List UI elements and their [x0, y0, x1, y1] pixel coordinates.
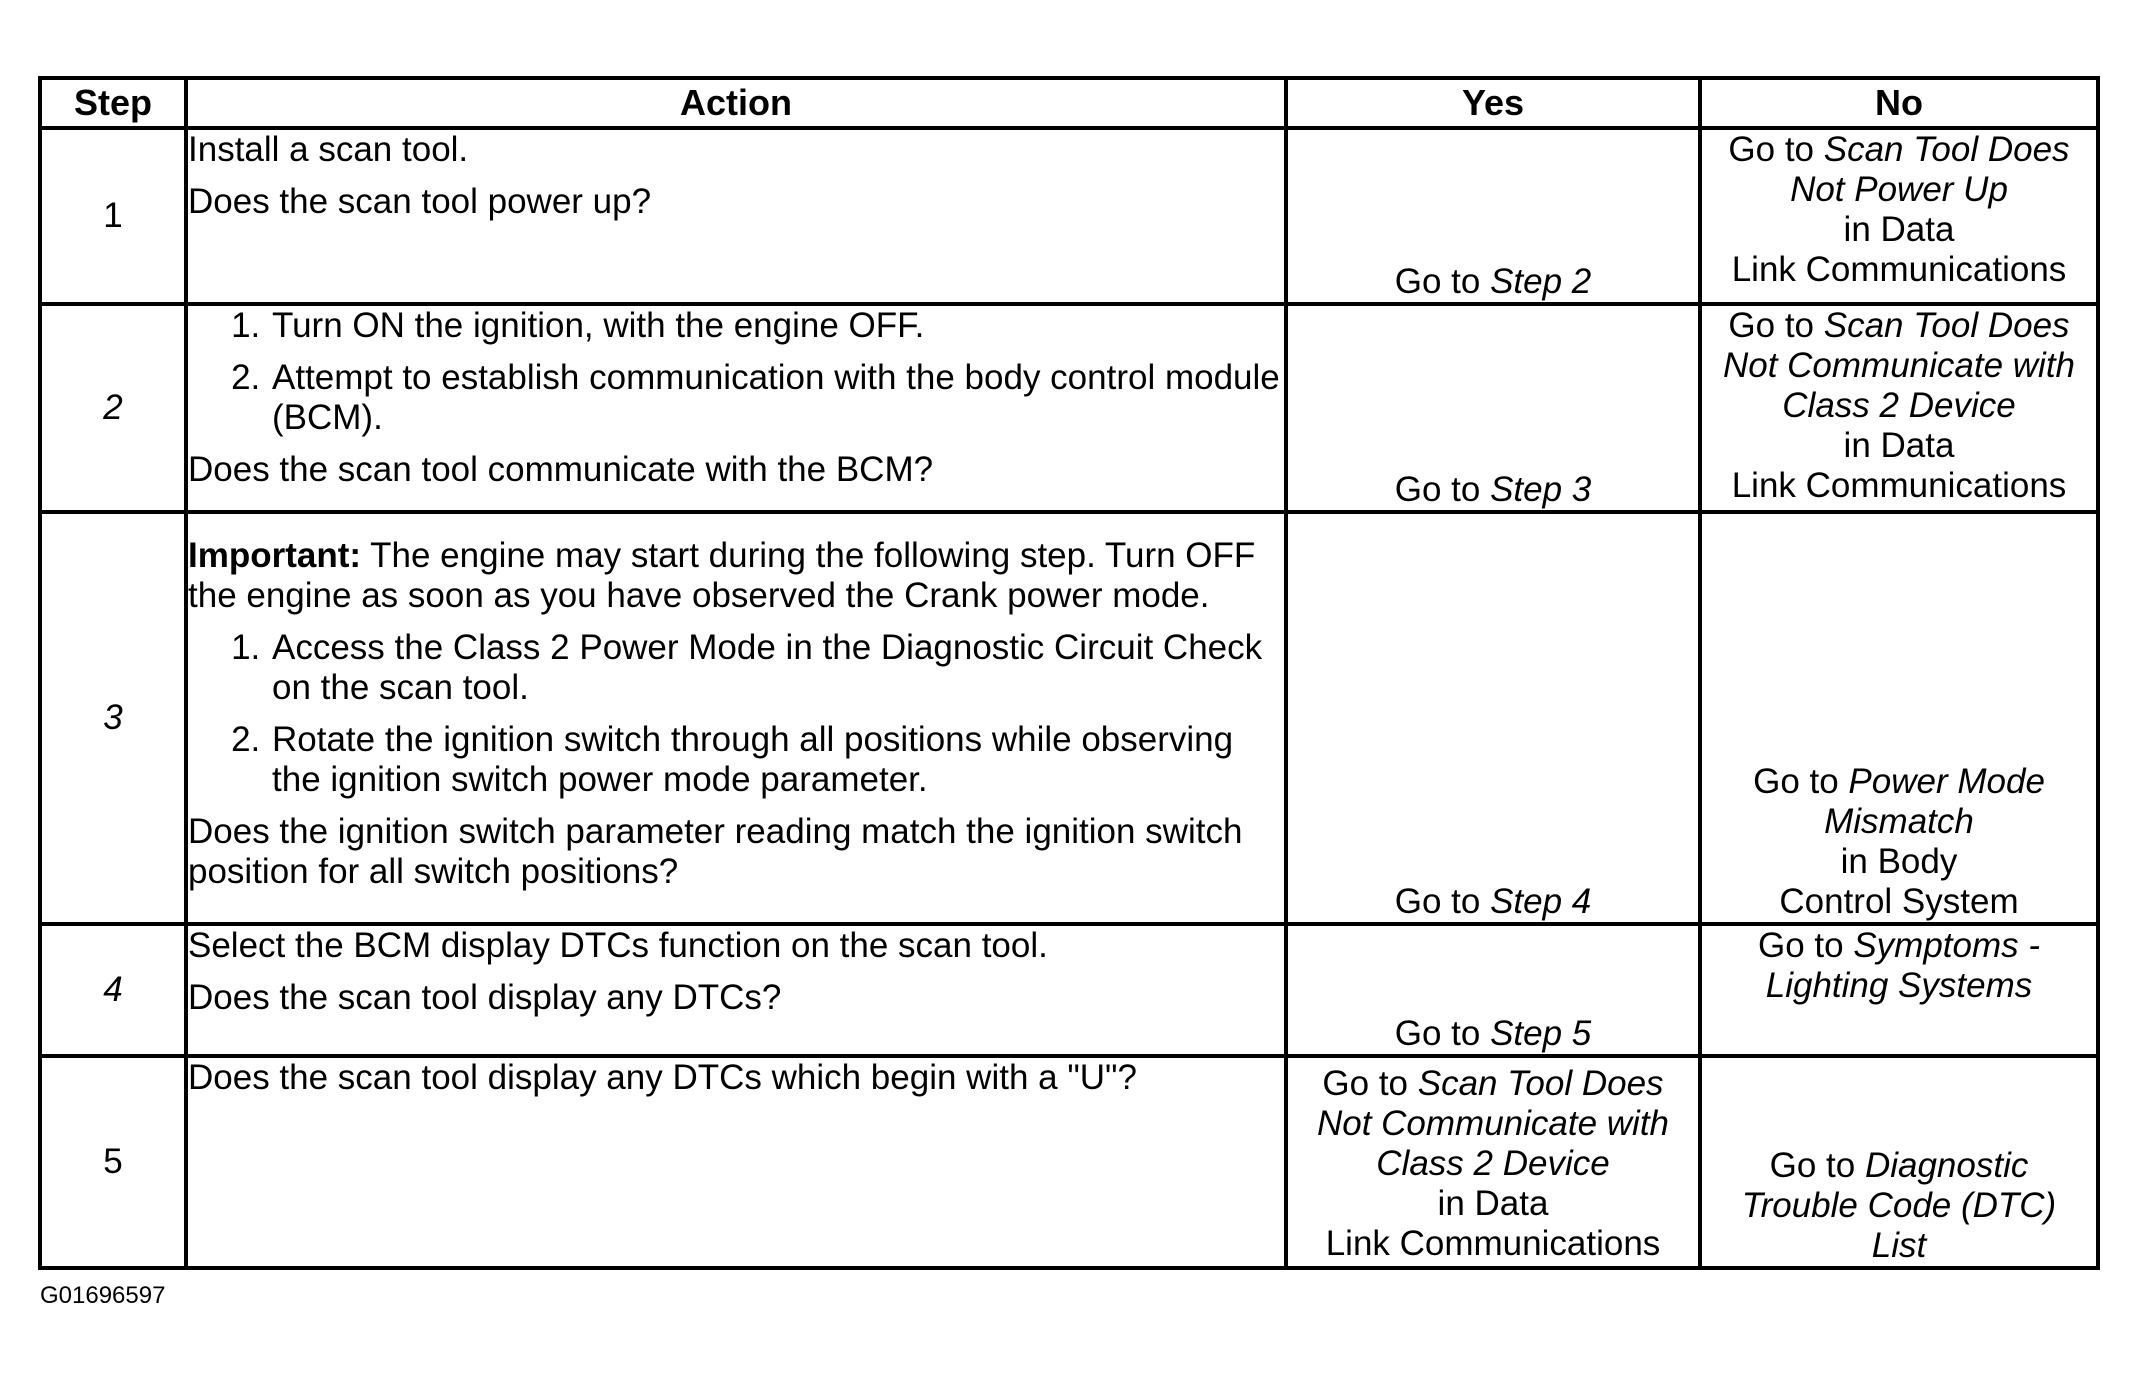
header-no: No	[1700, 78, 2098, 128]
action-steps-list	[188, 628, 1284, 800]
no-link-cont[interactable]: Lighting Systems	[1765, 966, 2033, 1005]
figure-id: G01696597	[40, 1282, 166, 1309]
action-instruction: Install a scan tool.	[188, 130, 469, 169]
no-link-cont[interactable]: Trouble Code (DTC)	[1741, 1186, 2057, 1225]
header-step: Step	[40, 78, 186, 128]
yes-link[interactable]: Scan Tool Does	[1417, 1064, 1664, 1103]
action-question: Does the scan tool power up?	[188, 182, 652, 221]
no-prefix: Go to	[1728, 130, 1824, 169]
action-instruction: Select the BCM display DTCs function on the scan tool.	[188, 926, 1048, 965]
action-cell	[186, 924, 1286, 1056]
no-cell	[1700, 924, 2098, 1056]
no-link-cont[interactable]: Not Communicate with	[1722, 346, 2076, 385]
no-link-cont[interactable]: List	[1871, 1226, 1927, 1265]
yes-cell	[1286, 128, 1700, 304]
important-text: The engine may start during the following step. Turn OFF the engine as soon as you have observed the Crank power mode.	[188, 536, 1256, 615]
table-row-step-1	[40, 128, 2098, 304]
action-cell	[186, 304, 1286, 512]
table-row-step-3	[40, 512, 2098, 924]
no-link[interactable]: Symptoms -	[1853, 926, 2041, 965]
no-link-cont[interactable]: Class 2 Device	[1782, 386, 2016, 425]
table-row-step-5	[40, 1056, 2098, 1268]
action-question: Does the ignition switch parameter reading match the ignition switch position for all switch positions?	[188, 812, 1243, 891]
header-action: Action	[186, 78, 1286, 128]
action-question: Does the scan tool display any DTCs?	[188, 978, 782, 1017]
no-suffix: Link Communications	[1731, 466, 2067, 505]
no-cell	[1700, 512, 2098, 924]
action-step-item: 1. Turn ON the ignition, with the engine OFF.	[270, 306, 1284, 346]
yes-prefix: Go to	[1394, 1014, 1491, 1053]
step-number: 5	[40, 1056, 186, 1268]
yes-link[interactable]: Step 5	[1490, 1014, 1592, 1053]
yes-link-cont[interactable]: Not Communicate with	[1316, 1104, 1670, 1143]
table-row-step-2	[40, 304, 2098, 512]
no-prefix: Go to	[1728, 306, 1824, 345]
no-prefix: Go to	[1753, 762, 1849, 801]
action-steps-list	[188, 306, 1284, 438]
no-suffix: in Data	[1843, 426, 1955, 465]
action-step-item: 2. Attempt to establish communication with the body control module (BCM).	[270, 358, 1284, 438]
step-number: 2	[40, 304, 186, 512]
no-cell	[1700, 128, 2098, 304]
yes-link-cont[interactable]: Class 2 Device	[1376, 1144, 1610, 1183]
important-note	[188, 536, 1284, 616]
action-question: Does the scan tool communicate with the BCM?	[188, 450, 934, 489]
no-cell	[1700, 304, 2098, 512]
step-number: 1	[40, 128, 186, 304]
action-cell	[186, 512, 1286, 924]
action-cell	[186, 128, 1286, 304]
yes-prefix: Go to	[1322, 1064, 1418, 1103]
no-link[interactable]: Scan Tool Does	[1823, 130, 2070, 169]
header-yes: Yes	[1286, 78, 1700, 128]
yes-suffix: in Data	[1437, 1184, 1549, 1223]
action-step-item: 2. Rotate the ignition switch through all positions while observing the ignition switch power mode parameter.	[270, 720, 1284, 800]
yes-suffix: Link Communications	[1325, 1224, 1661, 1263]
no-prefix: Go to	[1769, 1146, 1865, 1185]
no-link-cont[interactable]: Not Power Up	[1790, 170, 2008, 209]
no-prefix: Go to	[1757, 926, 1854, 965]
important-label: Important:	[188, 536, 362, 575]
yes-cell	[1286, 1056, 1700, 1268]
no-link[interactable]: Diagnostic	[1864, 1146, 2029, 1185]
yes-prefix: Go to	[1394, 882, 1491, 921]
yes-prefix: Go to	[1394, 470, 1491, 509]
no-link[interactable]: Power Mode	[1848, 762, 2045, 801]
no-suffix: in Body	[1840, 842, 1958, 881]
yes-link[interactable]: Step 3	[1490, 470, 1592, 509]
no-suffix: in Data	[1843, 210, 1955, 249]
action-question: Does the scan tool display any DTCs which begin with a "U"?	[188, 1058, 1137, 1097]
action-step-item: 1. Access the Class 2 Power Mode in the Diagnostic Circuit Check on the scan tool.	[270, 628, 1284, 708]
no-link[interactable]: Scan Tool Does	[1823, 306, 2070, 345]
header-row	[40, 78, 2098, 128]
action-cell	[186, 1056, 1286, 1268]
no-link-cont[interactable]: Mismatch	[1824, 802, 1974, 841]
no-suffix: Control System	[1779, 882, 2019, 921]
table-row-step-4	[40, 924, 2098, 1056]
yes-link[interactable]: Step 4	[1490, 882, 1592, 921]
diagnostic-table	[38, 76, 2100, 1270]
no-cell	[1700, 1056, 2098, 1268]
yes-prefix: Go to	[1394, 262, 1491, 301]
step-number: 4	[40, 924, 186, 1056]
step-number: 3	[40, 512, 186, 924]
no-suffix: Link Communications	[1731, 250, 2067, 289]
yes-link[interactable]: Step 2	[1490, 262, 1592, 301]
yes-cell	[1286, 512, 1700, 924]
yes-cell	[1286, 304, 1700, 512]
yes-cell	[1286, 924, 1700, 1056]
